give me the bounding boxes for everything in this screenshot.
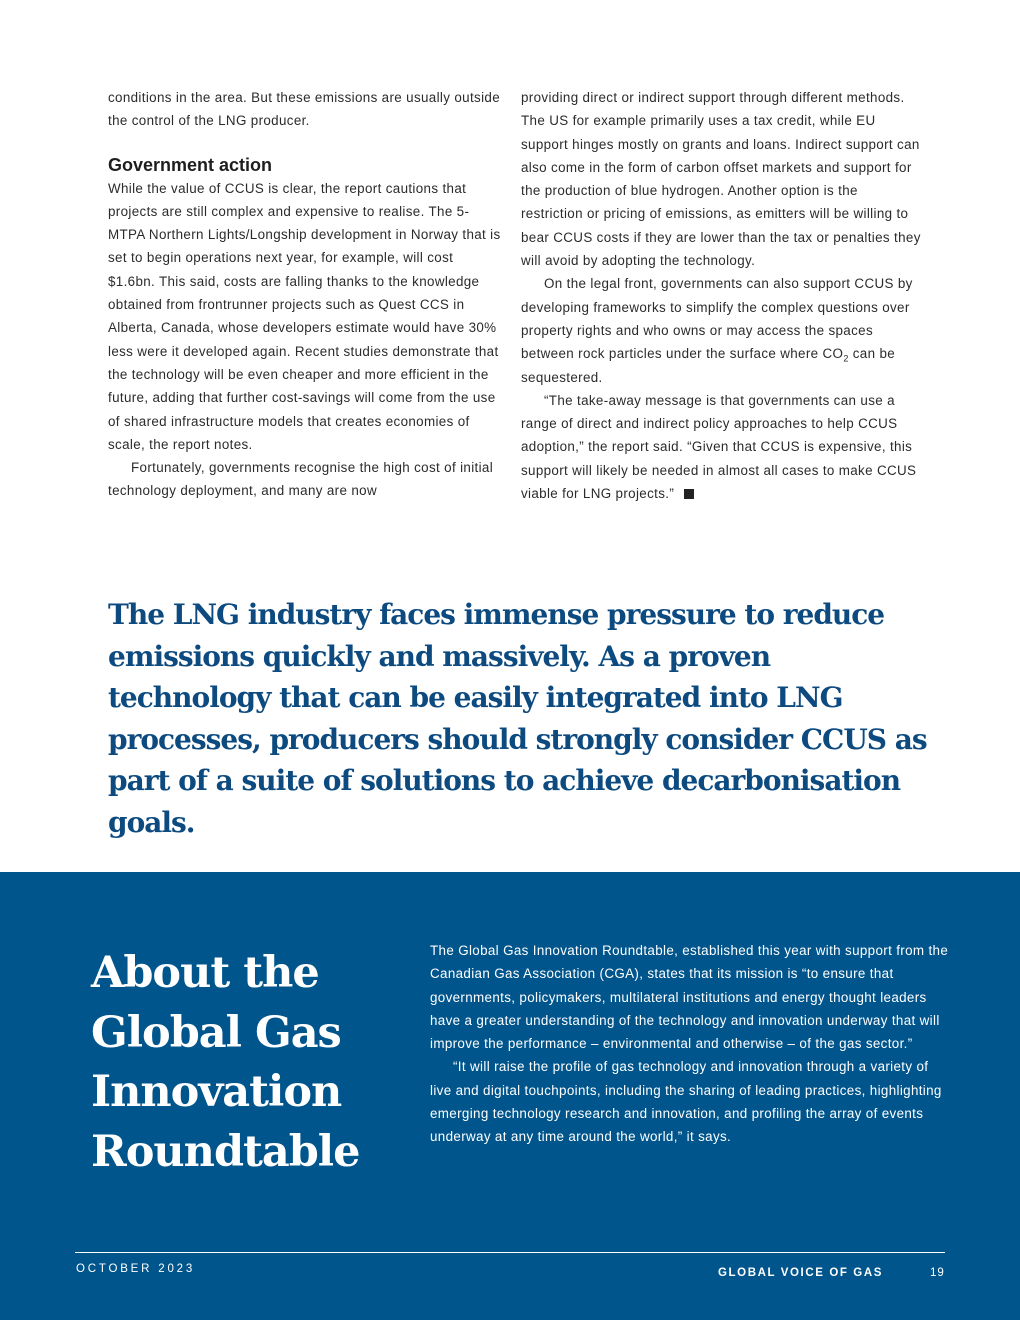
paragraph-text: On the legal front, governments can also support CCUS by developing frameworks to simplify the complex questions over property rights and who owns or may access the spaces between rock particles under the surface where CO xyxy=(521,276,913,362)
footer-date: OCTOBER 2023 xyxy=(76,1263,196,1275)
footer-publication: GLOBAL VOICE OF GAS xyxy=(718,1267,884,1279)
body-paragraph: providing direct or indirect support through different methods. The US for example primarily uses a tax credit, while EU support hinges mostly on grants and loans. Indirect support can also come in the form of carbon offset markets and support for the production of blue hydrogen. Another option is the restriction or pricing of emissions, as emitters will be willing to bear CCUS costs if they are lower than the tax or penalties they will avoid by adopting the technology. xyxy=(521,90,921,269)
about-title: About the Global Gas Innovation Roundtable xyxy=(91,948,360,1177)
article-right-column xyxy=(521,86,921,505)
about-text xyxy=(430,939,950,1149)
pull-quote: The LNG industry faces immense pressure to reduce emissions quickly and massively. As a proven technology that can be easily integrated into LNG processes, producers should strongly consider CCUS as part of a suite of solutions to achieve decarbonisation goals. xyxy=(108,598,927,839)
page-number: 19 xyxy=(930,1267,945,1279)
subscript: 2 xyxy=(843,353,849,364)
body-paragraph xyxy=(521,272,921,388)
end-mark-icon xyxy=(684,489,694,499)
footer-divider xyxy=(75,1252,945,1253)
paragraph-text: can be sequestered. xyxy=(521,346,896,385)
body-paragraph: conditions in the area. But these emissions are usually outside the control of the LNG producer. xyxy=(108,90,500,129)
article-left-column xyxy=(108,86,503,503)
about-section xyxy=(0,872,1020,1320)
body-paragraph xyxy=(521,389,921,505)
body-paragraph: Fortunately, governments recognise the high cost of initial technology deployment, and many are now xyxy=(108,460,494,499)
about-paragraph: The Global Gas Innovation Roundtable, established this year with support from the Canadian Gas Association (CGA), states that its mission is “to ensure that governments, policymakers, multilateral institutions and energy thought leaders have a greater understanding of the technology and innovation underway that will improve the performance – environmental and otherwise – of the gas sector.” xyxy=(430,943,949,1052)
body-paragraph: While the value of CCUS is clear, the report cautions that projects are still complex and expensive to realise. The 5-MTPA Northern Lights/Longship development in Norway that is set to begin operations next year, for example, will cost $1.6bn. This said, costs are falling thanks to the knowledge obtained from frontrunner projects such as Quest CCS in Alberta, Canada, whose developers estimate would have 30% less were it developed again. Recent studies demonstrate that the technology will be even cheaper and more efficient in the future, adding that further cost-savings will come from the use of shared infrastructure models that creates economies of scale, the report notes. xyxy=(108,180,501,452)
section-heading: Government action xyxy=(108,154,273,175)
about-paragraph: “It will raise the profile of gas technology and innovation through a variety of live and digital touchpoints, including the sharing of leading practices, highlighting emerging technology research and innovation, and profiling the array of events underway at any time around the world,” it says. xyxy=(430,1059,942,1145)
paragraph-text: “The take-away message is that governments can use a range of direct and indirect policy approaches to help CCUS adoption,” the report said. “Given that CCUS is expensive, this support will likely be needed in almost all cases to make CCUS viable for LNG projects.” xyxy=(521,392,917,502)
